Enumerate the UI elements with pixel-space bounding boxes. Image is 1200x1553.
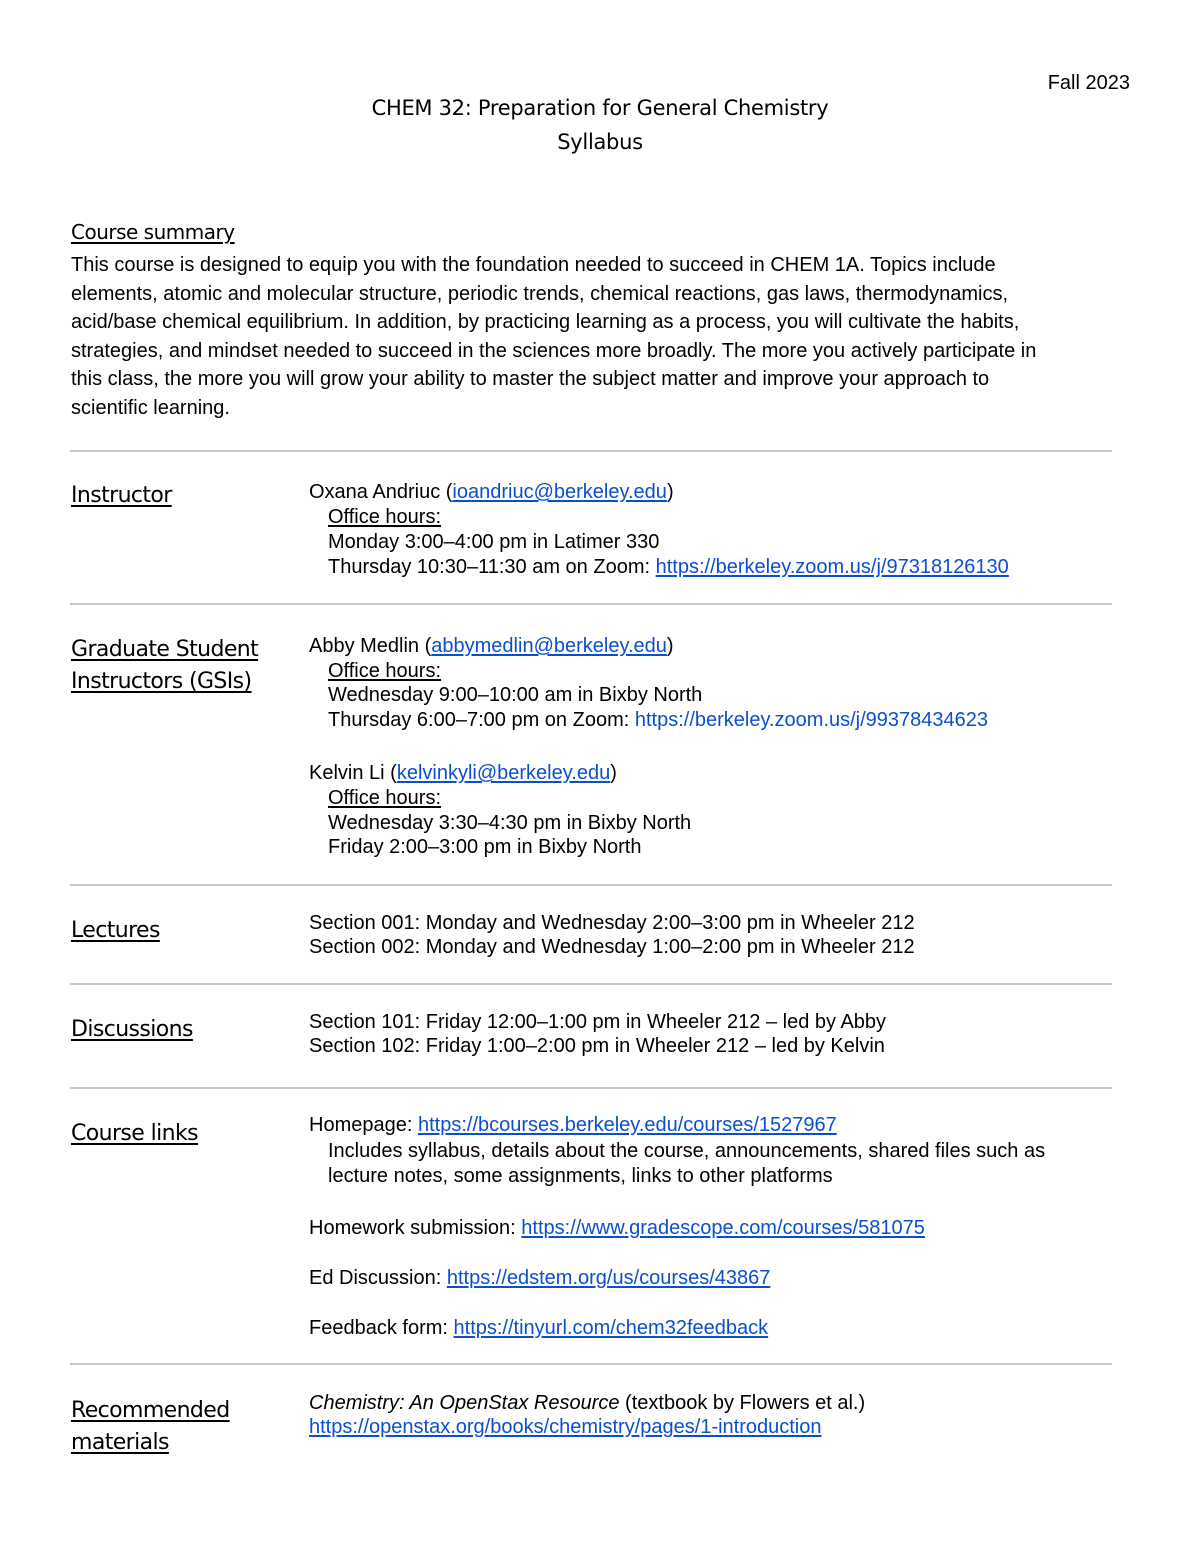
feedback-link[interactable]: https://tinyurl.com/chem32feedback: [453, 1317, 769, 1339]
section-divider: [70, 1087, 1112, 1089]
ed-discussion-label: Ed Discussion:: [309, 1267, 447, 1289]
instructor-name: Oxana Andriuc: [309, 481, 441, 503]
gsi-abby-contact: Abby Medlin (abbymedlin@berkeley.edu): [309, 635, 674, 657]
materials-label-line1: Recommended: [71, 1398, 230, 1423]
document-title: Syllabus: [557, 130, 643, 154]
summary-line: this class, the more you will grow your ability to master the subject matter and improve your approach to: [71, 368, 990, 391]
instructor-email-link[interactable]: ioandriuc@berkeley.edu: [452, 481, 667, 503]
homepage-description-line1: Includes syllabus, details about the course, announcements, shared files such as: [328, 1140, 1046, 1162]
office-hours-label: Office hours:: [328, 787, 442, 809]
homepage-row: [309, 1113, 837, 1138]
gsi-label-line1: Graduate Student: [71, 637, 259, 662]
instructor-hours-monday: Monday 3:00–4:00 pm in Latimer 330: [328, 531, 660, 553]
instructor-hours-thursday-text: Thursday 10:30–11:30 am on Zoom:: [328, 556, 656, 578]
gsi-abby-email-link[interactable]: abbymedlin@berkeley.edu: [431, 635, 667, 657]
instructor-hours-thursday: [328, 555, 1009, 580]
gsi-abby-zoom-link[interactable]: https://berkeley.zoom.us/j/99378434623: [634, 709, 989, 731]
openstax-link[interactable]: https://openstax.org/books/chemistry/pages/1-introduction: [309, 1416, 822, 1438]
office-hours-label: Office hours:: [328, 660, 442, 682]
course-summary-text: [71, 251, 1131, 423]
gsi-kelvin-email-link[interactable]: kelvinkyli@berkeley.edu: [396, 762, 611, 784]
gsi-kelvin-contact: Kelvin Li (kelvinkyli@berkeley.edu): [309, 762, 617, 784]
gsi-kelvin-hours-wednesday: Wednesday 3:30–4:30 pm in Bixby North: [328, 812, 692, 834]
discussion-section-102: Section 102: Friday 1:00–2:00 pm in Wheeler 212 – led by Kelvin: [309, 1035, 885, 1057]
lectures-label: Lectures: [71, 918, 160, 943]
section-divider: [70, 1363, 1112, 1365]
instructor-label: Instructor: [71, 483, 172, 508]
gsi-abby-hours-wednesday: Wednesday 9:00–10:00 am in Bixby North: [328, 684, 703, 706]
office-hours-label: Office hours:: [328, 506, 442, 528]
gsi-label-line2: Instructors (GSIs): [71, 669, 252, 694]
summary-line: This course is designed to equip you with the foundation needed to succeed in CHEM 1A. Topics include: [71, 254, 996, 276]
section-divider: [70, 603, 1112, 605]
section-divider: [70, 884, 1112, 886]
course-summary-heading: Course summary: [71, 220, 235, 244]
section-divider: [70, 983, 1112, 985]
instructor-contact: Oxana Andriuc (ioandriuc@berkeley.edu): [309, 481, 674, 503]
homework-label: Homework submission:: [309, 1217, 522, 1239]
homepage-label: Homepage:: [309, 1114, 418, 1136]
homework-row: [309, 1216, 925, 1241]
homepage-description-line2: lecture notes, some assignments, links to other platforms: [328, 1165, 833, 1187]
gsi-kelvin-hours-friday: Friday 2:00–3:00 pm in Bixby North: [328, 836, 642, 858]
summary-line: acid/base chemical equilibrium. In addition, by practicing learning as a process, you will cultivate the habits,: [71, 311, 1020, 334]
summary-line: strategies, and mindset needed to succeed in the sciences more broadly. The more you actively participate in: [71, 339, 1037, 362]
lecture-section-001: Section 001: Monday and Wednesday 2:00–3:00 pm in Wheeler 212: [309, 912, 915, 934]
edstem-link[interactable]: https://edstem.org/us/courses/43867: [446, 1267, 771, 1289]
course-title: CHEM 32: Preparation for General Chemistry: [371, 96, 829, 120]
discussions-label: Discussions: [71, 1017, 193, 1042]
materials-label-line2: materials: [71, 1430, 169, 1455]
instructor-zoom-link[interactable]: https://berkeley.zoom.us/j/97318126130: [655, 556, 1009, 578]
course-links-label: Course links: [71, 1121, 198, 1146]
homepage-link[interactable]: https://bcourses.berkeley.edu/courses/1527967: [417, 1114, 837, 1136]
summary-line: scientific learning.: [71, 396, 230, 419]
feedback-label: Feedback form:: [309, 1317, 454, 1339]
textbook-title: Chemistry: An OpenStax Resource: [309, 1392, 620, 1414]
gsi-abby-hours-thursday: [328, 708, 988, 733]
textbook-link-row: [309, 1415, 822, 1440]
lecture-section-002: Section 002: Monday and Wednesday 1:00–2:00 pm in Wheeler 212: [309, 936, 915, 958]
semester-label: Fall 2023: [1047, 72, 1130, 94]
ed-discussion-row: [309, 1266, 770, 1291]
gradescope-link[interactable]: https://www.gradescope.com/courses/581075: [521, 1217, 925, 1239]
textbook-row: [309, 1391, 865, 1416]
summary-line: elements, atomic and molecular structure, periodic trends, chemical reactions, gas laws, thermodynamics,: [71, 282, 1009, 305]
feedback-row: [309, 1316, 768, 1341]
section-divider: [70, 450, 1112, 452]
gsi-abby-hours-thursday-text: Thursday 6:00–7:00 pm on Zoom:: [328, 709, 635, 731]
discussion-section-101: Section 101: Friday 12:00–1:00 pm in Wheeler 212 – led by Abby: [309, 1011, 887, 1033]
gsi-kelvin-name: Kelvin Li: [309, 762, 385, 784]
gsi-abby-name: Abby Medlin: [309, 635, 420, 657]
textbook-description: (textbook by Flowers et al.): [619, 1392, 866, 1414]
